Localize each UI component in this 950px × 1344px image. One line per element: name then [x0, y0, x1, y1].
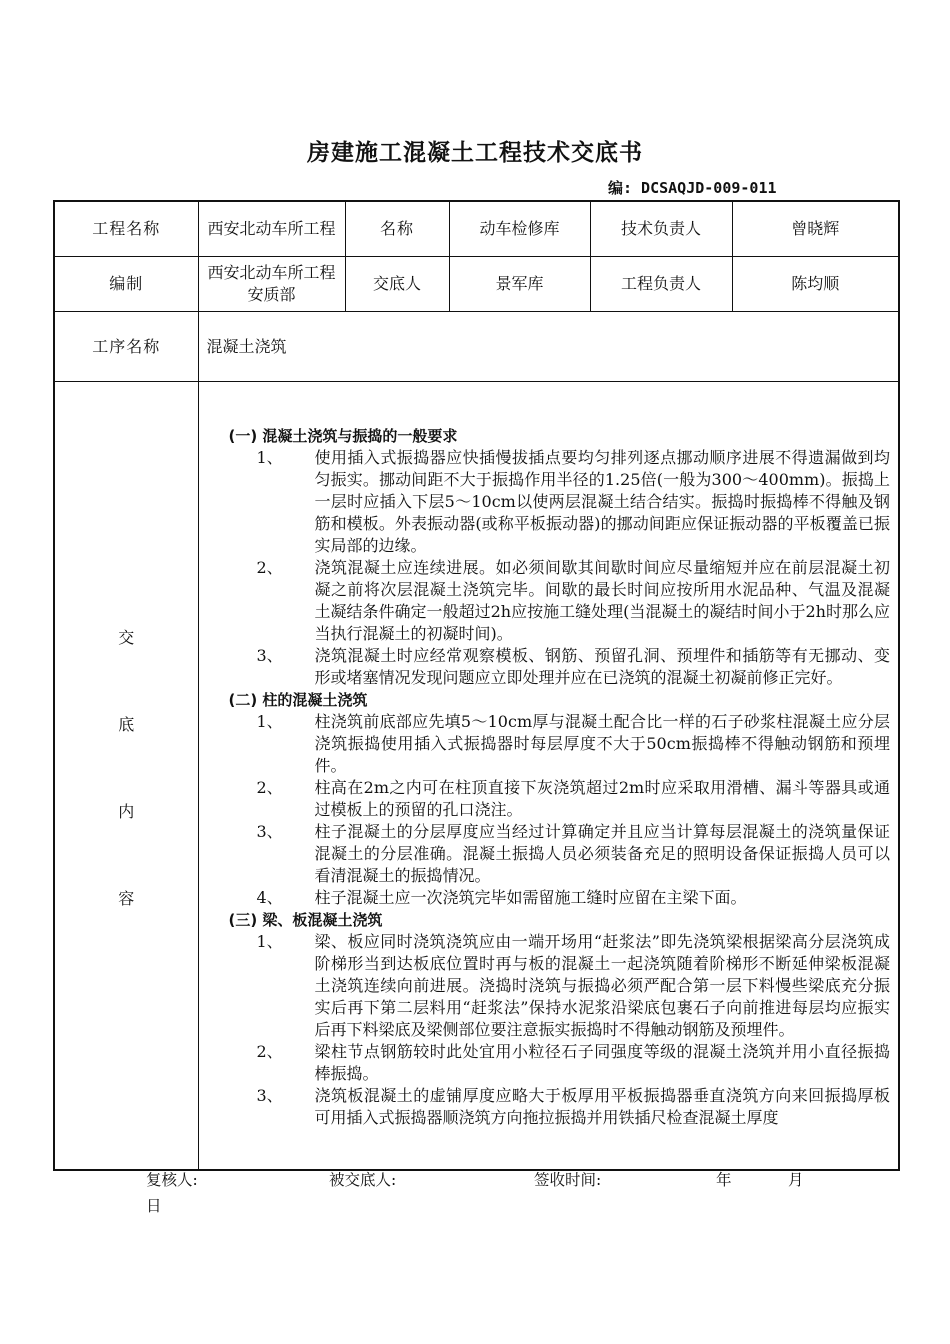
project-lead-value: 陈均顺 — [732, 257, 899, 312]
project-lead-label: 工程负责人 — [590, 257, 732, 312]
process-name-value: 混凝土浇筑 — [198, 312, 899, 382]
list-item: 3、 柱子混凝土的分层厚度应当经过计算确定并且应当计算每层混凝土的浇筑量保证混凝土的分层准确。混凝土振捣人员必须装备充足的照明设备保证振捣人员可以看清混凝土的振捣情况。 — [256, 821, 890, 885]
sign-time-label: 签收时间: — [534, 1171, 602, 1189]
compiled-by-value: 西安北动车所工程安质部 — [198, 257, 345, 312]
month-label: 月 — [788, 1171, 804, 1189]
list-item: 1、 柱浇筑前底部应先填5～10cm厚与混凝土配合比一样的石子砂浆柱混凝土应分层浇筑振捣使用插入式振捣器时每层厚度不大于50cm振捣棒不得触动钢筋和预埋件。 — [256, 711, 890, 775]
list-item: 2、 浇筑混凝土应连续进展。如必须间歇其间歇时间应尽量缩短并应在前层混凝土初凝之前将次层混凝土浇筑完毕。间歇的最长时间应按所用水泥品种、气温及混凝土凝结条件确定一般超过2h应按施工缝处理(当混凝土的凝结时间小于2h时那么应当执行混凝土的初凝时间)。 — [256, 557, 890, 643]
process-row — [54, 312, 899, 382]
section-general — [229, 425, 891, 689]
day-label: 日 — [146, 1197, 162, 1215]
project-name-value: 西安北动车所工程 — [198, 201, 345, 257]
content-label-cell — [54, 382, 198, 1171]
list-item: 2、 梁柱节点钢筋较时此处宜用小粒径石子同强度等级的混凝土浇筑并用小直径振捣棒振捣。 — [256, 1041, 890, 1083]
content-body — [198, 382, 899, 1171]
name-label: 名称 — [345, 201, 449, 257]
content-row — [54, 382, 899, 1171]
list-item: 3、 浇筑混凝土时应经常观察模板、钢筋、预留孔洞、预埋件和插筋等有无挪动、变形或堵塞情况发现问题应立即处理并应在已浇筑的混凝土初凝前修正完好。 — [256, 645, 890, 687]
section-heading: (三) 梁、板混凝土浇筑 — [228, 910, 383, 929]
content-label-char: 内 — [118, 802, 135, 821]
section-heading: (一) 混凝土浇筑与振捣的一般要求 — [228, 426, 458, 445]
discloser-value: 景军库 — [449, 257, 590, 312]
project-name-label: 工程名称 — [54, 201, 198, 257]
section-column — [229, 689, 891, 909]
reviewer-label: 复核人: — [146, 1171, 198, 1189]
year-label: 年 — [716, 1171, 732, 1189]
author-row — [54, 257, 899, 312]
name-value: 动车检修库 — [449, 201, 590, 257]
document-number: 编: DCSAQJD-009-011 — [608, 179, 777, 197]
tech-lead-value: 曾晓辉 — [732, 201, 899, 257]
project-info-row — [54, 201, 899, 257]
process-name-label: 工序名称 — [54, 312, 198, 382]
discloser-label: 交底人 — [345, 257, 449, 312]
disclosure-form-table — [53, 200, 900, 1171]
list-item: 4、 柱子混凝土应一次浇筑完毕如需留施工缝时应留在主梁下面。 — [256, 887, 747, 907]
recipient-label: 被交底人: — [329, 1171, 397, 1189]
list-item: 2、 柱高在2m之内可在柱顶直接下灰浇筑超过2m时应采取用滑槽、漏斗等器具或通过模板上的预留的孔口浇注。 — [256, 777, 890, 819]
section-heading: (二) 柱的混凝土浇筑 — [228, 690, 368, 709]
list-item: 3、 浇筑板混凝土的虚铺厚度应略大于板厚用平板振捣器垂直浇筑方向来回振捣厚板可用插入式振捣器顺浇筑方向拖拉振捣并用铁插尺检查混凝土厚度 — [256, 1085, 890, 1127]
content-label-char: 交 — [118, 628, 135, 647]
document-title: 房建施工混凝土工程技术交底书 — [307, 139, 643, 166]
list-item: 1、 梁、板应同时浇筑浇筑应由一端开场用“赶浆法”即先浇筑梁根据梁高分层浇筑成阶梯形当到达板底位置时再与板的混凝土一起浇筑随着阶梯形不断延伸梁板混凝土浇筑连续向前进展。浇捣时浇筑与振捣必须严配合第一层下料慢些梁底充分振实后再下第二层料用“赶浆法”保持水泥浆沿梁底包裹石子向前推进每层均应振实后再下料梁底及梁侧部位要注意振实振捣时不得触动钢筋及预埋件。 — [256, 931, 890, 1039]
list-item: 1、 使用插入式振捣器应快插慢拔插点要均匀排列逐点挪动顺序进展不得遗漏做到均匀振实。挪动间距不大于振捣作用半径的1.25倍(一般为300～400mm)。振捣上一层时应插入下层5～10cm以使两层混凝土结合结实。振捣时振捣棒不得触及钢筋和模板。外表振动器(或称平板振动器)的挪动间距应保证振动器的平板覆盖已振实局部的边缘。 — [256, 447, 890, 555]
tech-lead-label: 技术负责人 — [590, 201, 732, 257]
content-label-char: 容 — [118, 889, 135, 908]
section-beam-slab — [229, 909, 891, 1129]
content-label-char: 底 — [118, 715, 135, 734]
compiled-by-label: 编制 — [54, 257, 198, 312]
